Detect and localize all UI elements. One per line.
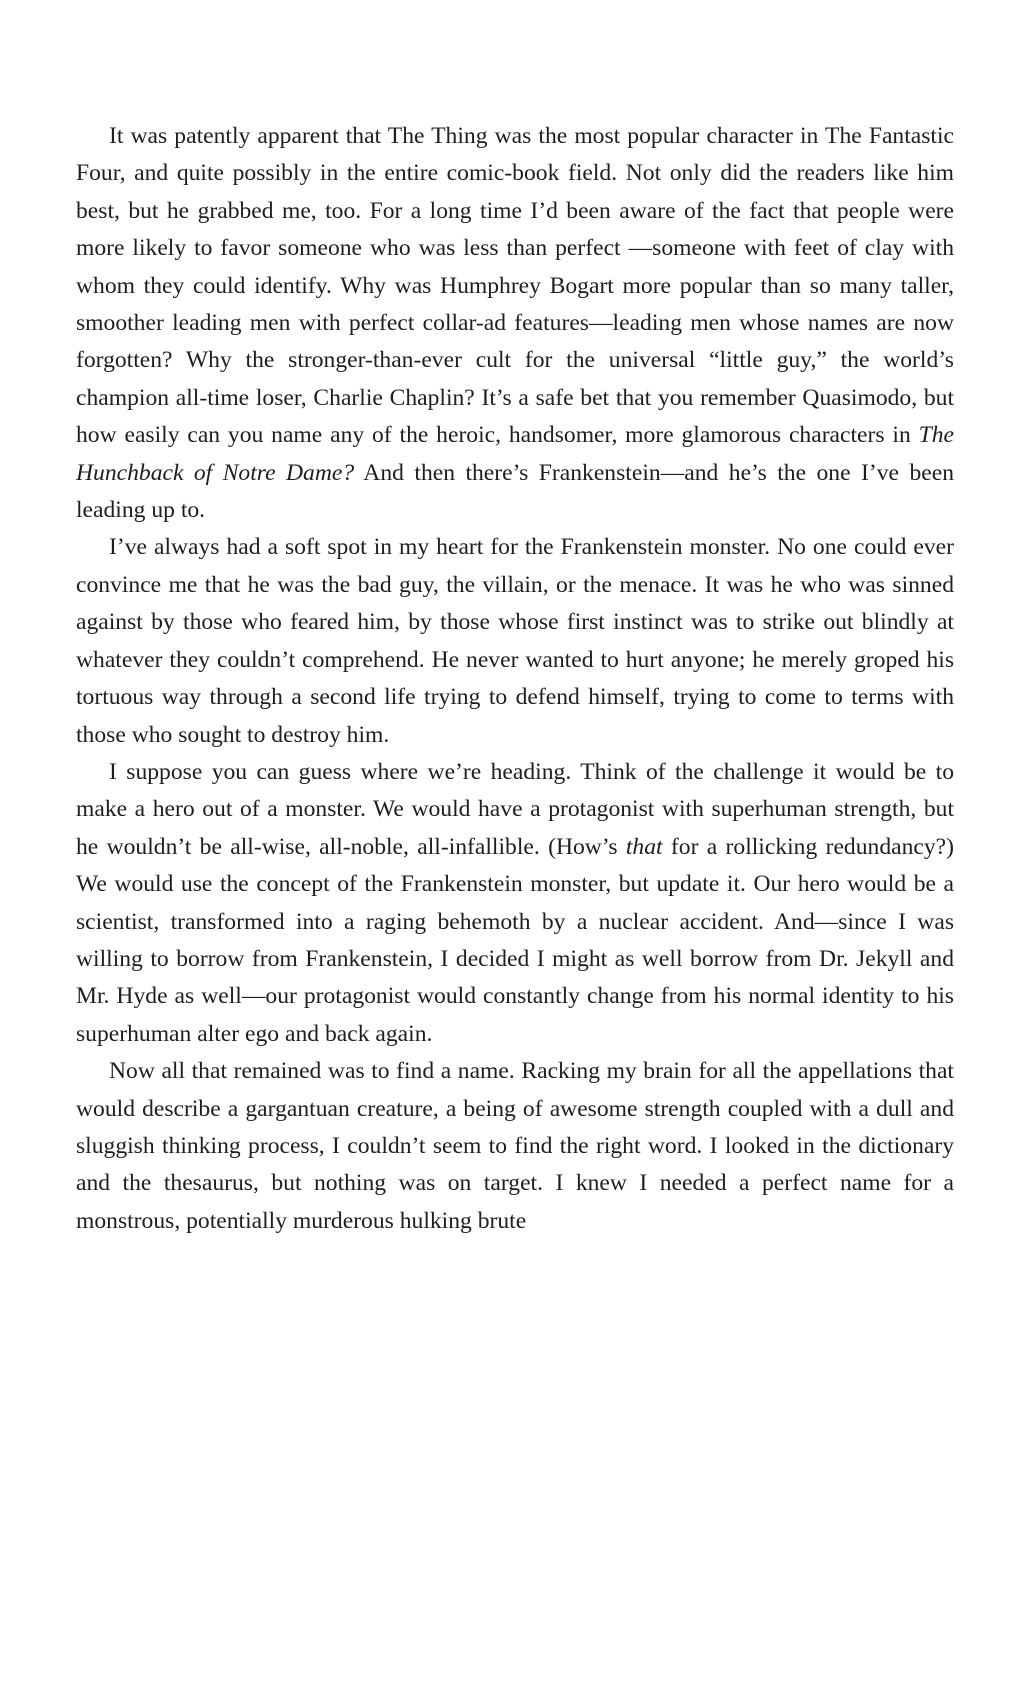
paragraph-hero-monster xyxy=(76,754,954,1053)
paragraph-text: Now all that remained was to find a name. Racking my brain for all the appellations that would describe a gargantuan creature, a being of awesome strength coupled with a dull and sluggish thinking process, I couldn’t seem to find the right word. I looked in the dictionary and the thesaurus, but nothing was on target. I knew I needed a perfect name for a monstrous, potentially murderous hulking brute xyxy=(76,1058,954,1234)
paragraph-the-thing xyxy=(76,118,954,529)
paragraph-text: I suppose you can guess where we’re heading. Think of the challenge it would be to make a hero out of a monster. We would have a protagonist with superhuman strength, but he wouldn’t be all-wise, all-noble, all-infallible. (How’s xyxy=(76,758,954,860)
emphasis-italic: that xyxy=(625,833,663,860)
paragraph-text: And then there’s Frankenstein—and he’s the one I’ve been leading up to. xyxy=(76,459,954,524)
paragraph-frankenstein xyxy=(76,529,954,753)
paragraph-text: It was patently apparent that The Thing was the most popular character in The Fantastic Four, and quite possibly in the entire comic-book field. Not only did the readers like him best, but he grabbed me, too. For a long time I’d been aware of the fact that people were more likely to favor someone who was less than perfect —someone with feet of clay with whom they could identify. Why was Humphrey Bogart more popular than so many taller, smoother leading men with perfect collar-ad features—leading men whose names are now forgotten? Why the stronger-than-ever cult for the universal “little guy,” the world’s champion all-time loser, Charlie Chaplin? It’s a safe bet that you remember Quasimodo, but how easily can you name any of the heroic, handsomer, more glamorous characters in xyxy=(76,123,954,449)
book-title-italic: The Hunchback of Notre Dame? xyxy=(76,422,954,486)
paragraph-text: for a rollicking redundancy?) We would use the concept of the Frankenstein monster, but update it. Our hero would be a scientist, transformed into a raging behemoth by a nuclear accident. And—since I was willing to borrow from Frankenstein, I decided I might as well borrow from Dr. Jekyll and Mr. Hyde as well—our protagonist would constantly change from his normal identity to his superhuman alter ego and back again. xyxy=(76,833,954,1047)
book-page-text xyxy=(76,118,954,1240)
paragraph-text: I’ve always had a soft spot in my heart for the Frankenstein monster. No one could ever convince me that he was the bad guy, the villain, or the menace. It was he who was sinned against by those who feared him, by those whose first instinct was to strike out blindly at whatever they couldn’t comprehend. He never wanted to hurt anyone; he merely groped his tortuous way through a second life trying to defend himself, trying to come to terms with those who sought to destroy him. xyxy=(76,534,954,748)
paragraph-find-a-name xyxy=(76,1053,954,1240)
